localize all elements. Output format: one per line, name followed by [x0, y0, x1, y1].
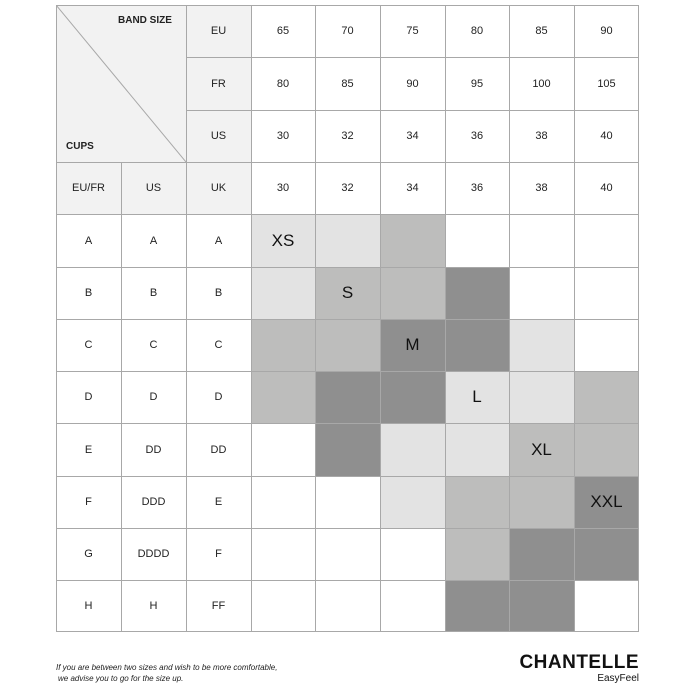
cup-size-cell: C: [149, 339, 158, 351]
cup-size-cell: DDD: [141, 496, 166, 508]
cup-size-cell: H: [149, 600, 158, 612]
grid-col-line: [574, 5, 575, 632]
band-value-cell: 85: [535, 25, 548, 37]
grid-border-bottom: [56, 631, 639, 632]
size-label-cell: XXL: [574, 476, 639, 528]
grid-row-line: [56, 214, 639, 215]
size-chart-table: [56, 5, 639, 632]
grid-col-line: [251, 5, 252, 632]
size-grid-cell: [251, 528, 315, 580]
size-label-cell: M: [380, 319, 445, 371]
cup-size-cell: DD: [145, 443, 162, 456]
band-value-cell: 65: [276, 25, 290, 37]
cup-system-header: UK: [186, 162, 251, 214]
size-grid-cell: [315, 476, 380, 528]
uk-band-value-cell: 32: [341, 182, 354, 194]
uk-band-value-cell: 40: [600, 182, 613, 194]
diagonal-divider: [56, 5, 186, 162]
band-system-eu: EU: [186, 5, 251, 57]
corner-header-cell: [56, 5, 186, 162]
cup-size-cell: F: [215, 548, 222, 560]
cup-system-header: EU/FR: [56, 162, 121, 214]
size-grid-cell: [574, 371, 639, 423]
size-grid-cell: [315, 528, 380, 580]
size-grid-cell: [315, 580, 380, 632]
band-value-cell: 40: [600, 130, 613, 142]
band-value-cell: 32: [341, 130, 354, 142]
grid-row-line: [56, 319, 639, 320]
size-grid-cell: [445, 214, 509, 267]
grid-col-line: [121, 162, 122, 632]
size-grid-cell: [509, 580, 574, 632]
size-grid-cell: [445, 423, 509, 476]
band-value-cell: 105: [597, 77, 616, 90]
size-grid-cell: [445, 476, 509, 528]
grid-row-line: [56, 267, 639, 268]
size-grid-cell: [574, 319, 639, 371]
size-grid-cell: [380, 267, 445, 319]
band-value-cell: 30: [276, 130, 290, 142]
size-grid-cell: [574, 214, 639, 267]
band-value-cell: 95: [470, 77, 484, 90]
band-value-cell: 80: [276, 77, 290, 90]
brand-logo: [519, 653, 639, 685]
band-value-cell: 36: [470, 130, 484, 142]
size-grid-cell: [574, 528, 639, 580]
grid-row-line: [186, 110, 639, 111]
band-value-cell: 34: [406, 130, 419, 142]
cup-size-cell: A: [84, 234, 93, 247]
uk-band-value-cell: 38: [535, 182, 548, 194]
cup-size-cell: D: [84, 391, 93, 403]
cup-size-cell: C: [84, 339, 93, 351]
grid-row-line: [56, 371, 639, 372]
size-label-cell: L: [445, 371, 509, 423]
size-grid-cell: [445, 528, 509, 580]
size-grid-cell: [574, 423, 639, 476]
band-value-cell: 75: [406, 25, 419, 37]
cup-size-cell: B: [214, 287, 223, 299]
size-grid-cell: [509, 319, 574, 371]
size-grid-cell: [251, 580, 315, 632]
size-grid-cell: [251, 423, 315, 476]
band-value-cell: 38: [535, 130, 548, 142]
cup-size-cell: H: [84, 600, 93, 612]
size-grid-cell: [380, 580, 445, 632]
grid-col-line: [509, 5, 510, 632]
size-grid-cell: [380, 371, 445, 423]
grid-row-line: [56, 528, 639, 529]
cup-size-cell: DD: [210, 443, 227, 456]
cup-size-cell: E: [84, 443, 93, 456]
size-grid-cell: [380, 423, 445, 476]
grid-col-line: [186, 5, 187, 632]
size-label-cell: XS: [251, 214, 315, 267]
cup-size-cell: A: [214, 234, 223, 247]
grid-row-line: [56, 580, 639, 581]
size-grid-cell: [445, 319, 509, 371]
grid-row-line: [186, 57, 639, 58]
cup-size-cell: G: [84, 548, 93, 560]
grid-row-line: [56, 476, 639, 477]
size-grid-cell: [509, 214, 574, 267]
size-grid-cell: [509, 528, 574, 580]
brand-name: CHANTELLE: [519, 652, 639, 673]
cup-size-cell: F: [85, 496, 92, 508]
size-label-cell: S: [315, 267, 380, 319]
size-grid-cell: [380, 476, 445, 528]
cup-size-cell: A: [149, 234, 158, 247]
band-size-label: BAND SIZE: [118, 15, 172, 26]
cup-system-header: US: [121, 162, 186, 214]
size-grid-cell: [380, 214, 445, 267]
cup-size-cell: B: [149, 287, 158, 299]
size-grid-cell: [445, 267, 509, 319]
size-grid-cell: [509, 476, 574, 528]
grid-col-line: [380, 5, 381, 632]
uk-band-value-cell: 30: [276, 182, 290, 194]
cup-size-cell: D: [214, 391, 223, 403]
sub-brand-name: EasyFeel: [597, 673, 639, 684]
uk-band-value-cell: 34: [406, 182, 419, 194]
size-grid-cell: [251, 476, 315, 528]
band-value-cell: 90: [406, 77, 419, 90]
size-grid-cell: [251, 319, 315, 371]
band-value-cell: 80: [470, 25, 484, 37]
band-system-fr: FR: [186, 57, 251, 110]
size-grid-cell: [574, 580, 639, 632]
size-grid-cell: [315, 319, 380, 371]
size-grid-cell: [380, 528, 445, 580]
grid-row-line: [56, 423, 639, 424]
band-value-cell: 85: [341, 77, 354, 90]
grid-border-top: [56, 5, 639, 6]
cup-size-cell: E: [214, 496, 223, 508]
cup-size-cell: B: [84, 287, 93, 299]
cup-size-cell: DDDD: [137, 548, 170, 560]
note-line-1: If you are between two sizes and wish to be more comfortable,: [56, 663, 278, 672]
grid-col-line: [445, 5, 446, 632]
uk-band-value-cell: 36: [470, 182, 484, 194]
cup-size-cell: FF: [211, 600, 226, 612]
band-value-cell: 90: [600, 25, 613, 37]
band-system-us: US: [186, 110, 251, 162]
band-value-cell: 70: [341, 25, 354, 37]
size-advice-note: [56, 662, 277, 684]
size-grid-cell: [574, 267, 639, 319]
grid-row-line: [56, 162, 639, 163]
size-grid-cell: [509, 267, 574, 319]
size-label-cell: XL: [509, 423, 574, 476]
note-line-2: we advise you to go for the size up.: [58, 674, 184, 683]
band-value-cell: 100: [532, 77, 551, 90]
size-grid-cell: [315, 371, 380, 423]
grid-col-line: [315, 5, 316, 632]
size-grid-cell: [315, 214, 380, 267]
size-grid-cell: [509, 371, 574, 423]
cups-label: CUPS: [66, 141, 94, 152]
size-grid-cell: [251, 371, 315, 423]
size-grid-cell: [315, 423, 380, 476]
size-grid-cell: [251, 267, 315, 319]
cup-size-cell: C: [214, 339, 223, 351]
cup-size-cell: D: [149, 391, 158, 403]
size-grid-cell: [445, 580, 509, 632]
